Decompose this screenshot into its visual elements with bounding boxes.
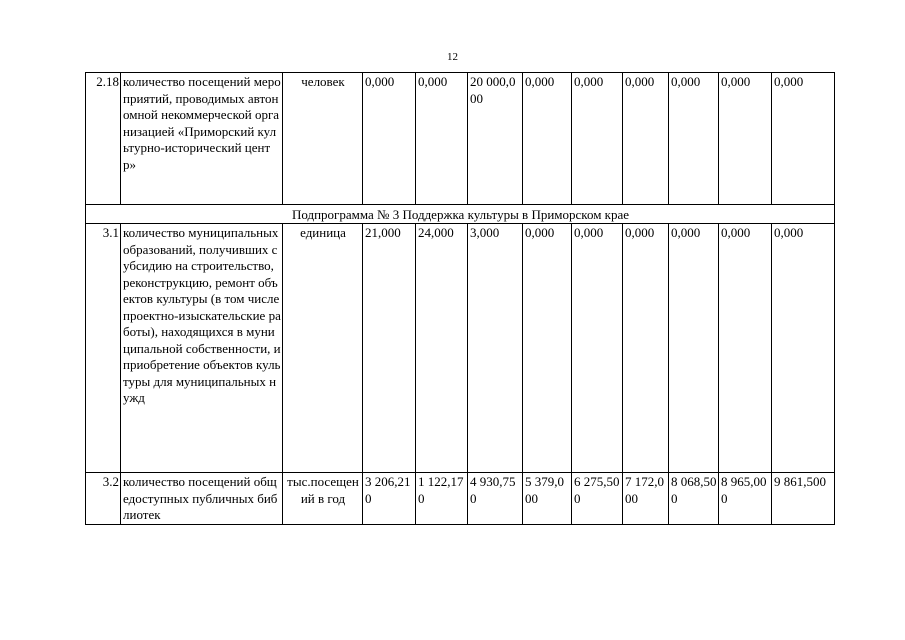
value-cell: 24,000 xyxy=(416,224,468,473)
value-cell: 4 930,750 xyxy=(468,473,523,525)
value-cell: 0,000 xyxy=(719,224,772,473)
value-cell: 8 068,500 xyxy=(669,473,719,525)
value-cell: 6 275,500 xyxy=(572,473,623,525)
value-cell: 0,000 xyxy=(623,224,669,473)
page-number: 12 xyxy=(447,51,458,63)
row-number: 2.18 xyxy=(86,73,121,205)
indicator-name: количество муниципальных образований, получивших субсидию на строительство, реконструкцию, ремонт объектов культуры (в том числе проектно-изыскательские работы), находящихся в муниципальной собственности, и приобретение объектов культуры для муниципальных нужд xyxy=(121,224,283,473)
value-cell: 0,000 xyxy=(669,224,719,473)
value-cell: 5 379,000 xyxy=(523,473,572,525)
unit-of-measure: тыс.посещений в год xyxy=(283,473,363,525)
value-cell: 0,000 xyxy=(623,73,669,205)
value-cell: 0,000 xyxy=(416,73,468,205)
value-cell: 20 000,000 xyxy=(468,73,523,205)
indicator-name: количество посещений мероприятий, проводимых автономной некоммерческой организацией «Приморский культурно-исторический центр» xyxy=(121,73,283,205)
value-cell: 0,000 xyxy=(363,73,416,205)
value-cell: 3 206,210 xyxy=(363,473,416,525)
value-cell: 0,000 xyxy=(772,73,835,205)
row-number: 3.2 xyxy=(86,473,121,525)
row-number: 3.1 xyxy=(86,224,121,473)
table-row xyxy=(86,224,835,473)
table-row xyxy=(86,73,835,205)
value-cell: 0,000 xyxy=(572,73,623,205)
value-cell: 0,000 xyxy=(523,73,572,205)
value-cell: 8 965,000 xyxy=(719,473,772,525)
unit-of-measure: единица xyxy=(283,224,363,473)
value-cell: 0,000 xyxy=(669,73,719,205)
subprogram-row xyxy=(86,205,835,224)
indicators-table xyxy=(85,72,835,525)
value-cell: 0,000 xyxy=(572,224,623,473)
value-cell: 0,000 xyxy=(523,224,572,473)
value-cell: 0,000 xyxy=(772,224,835,473)
unit-of-measure: человек xyxy=(283,73,363,205)
value-cell: 21,000 xyxy=(363,224,416,473)
indicator-name: количество посещений общедоступных публичных библиотек xyxy=(121,473,283,525)
value-cell: 1 122,170 xyxy=(416,473,468,525)
value-cell: 0,000 xyxy=(719,73,772,205)
value-cell: 3,000 xyxy=(468,224,523,473)
subprogram-title: Подпрограмма № 3 Поддержка культуры в Приморском крае xyxy=(86,205,835,224)
value-cell: 7 172,000 xyxy=(623,473,669,525)
value-cell: 9 861,500 xyxy=(772,473,835,525)
table-row xyxy=(86,473,835,525)
